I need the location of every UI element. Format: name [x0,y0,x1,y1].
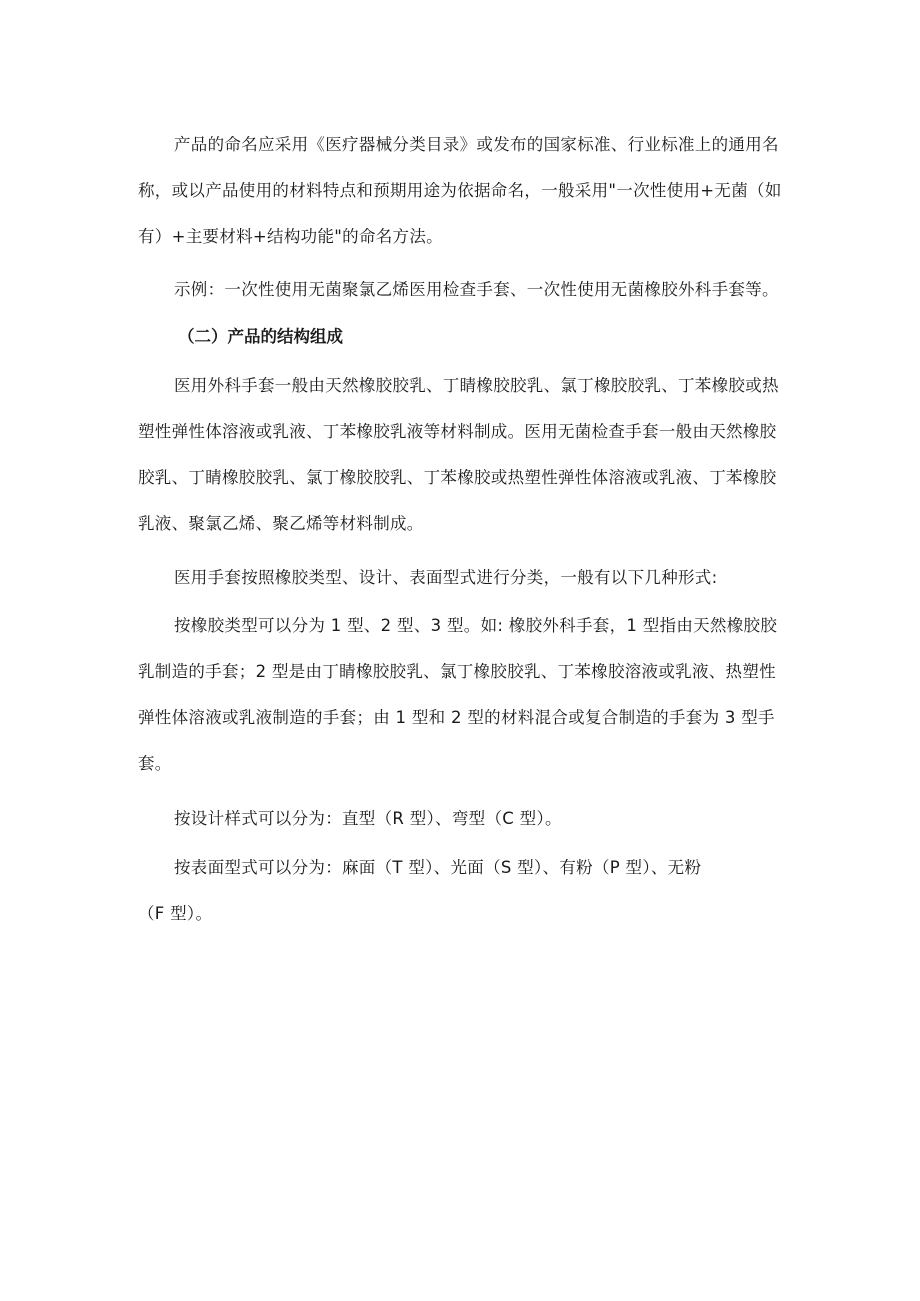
text-line: 塑性弹性体溶液或乳液、丁苯橡胶乳液等材料制成。医用无菌检查手套一般由天然橡胶 [138,422,777,441]
text-line: 胶乳、丁睛橡胶胶乳、氯丁橡胶胶乳、丁苯橡胶或热塑性弹性体溶液或乳液、丁苯橡胶 [138,468,777,487]
paragraph-design-style [138,796,790,842]
text-line: 产品的命名应采用《医疗器械分类目录》或发布的国家标准、行业标准上的通用名 [174,135,779,154]
text-line: 示例：一次性使用无菌聚氯乙烯医用检查手套、一次性使用无菌橡胶外科手套等。 [174,280,779,299]
text-line: 按设计样式可以分为：直型（R 型）、弯型（C 型）。 [174,809,562,828]
paragraph-classification [138,555,790,601]
paragraph-naming-example [138,267,790,313]
text-line: 套。 [138,754,172,773]
text-line: 弹性体溶液或乳液制造的手套；由 1 型和 2 型的材料混合或复合制造的手套为 3 型手 [138,708,775,727]
paragraph-surface-type [138,845,790,937]
text-line: 医用手套按照橡胶类型、设计、表面型式进行分类，一般有以下几种形式: [174,568,718,587]
paragraph-rubber-type [138,603,790,787]
text-line: 乳制造的手套；2 型是由丁睛橡胶胶乳、氯丁橡胶胶乳、丁苯橡胶溶液或乳液、热塑性 [138,662,776,681]
paragraph-naming-rule [138,122,790,260]
text-line: 按橡胶类型可以分为 1 型、2 型、3 型。如: 橡胶外科手套，1 型指由天然橡胶胶 [174,616,778,635]
text-line: 称，或以产品使用的材料特点和预期用途为依据命名，一般采用"一次性使用+无菌（如 [138,181,782,200]
section-heading: （二）产品的结构组成 [178,327,343,346]
text-line: 乳液、聚氯乙烯、聚乙烯等材料制成。 [138,514,424,533]
text-line: 按表面型式可以分为：麻面（T 型）、光面（S 型）、有粉（P 型）、无粉 [174,858,702,877]
paragraph-materials [138,363,790,547]
text-line: 有）+主要材料+结构功能"的命名方法。 [138,227,443,246]
text-line: 医用外科手套一般由天然橡胶胶乳、丁睛橡胶胶乳、氯丁橡胶胶乳、丁苯橡胶或热 [174,376,779,395]
text-line: （F 型）。 [138,904,213,923]
